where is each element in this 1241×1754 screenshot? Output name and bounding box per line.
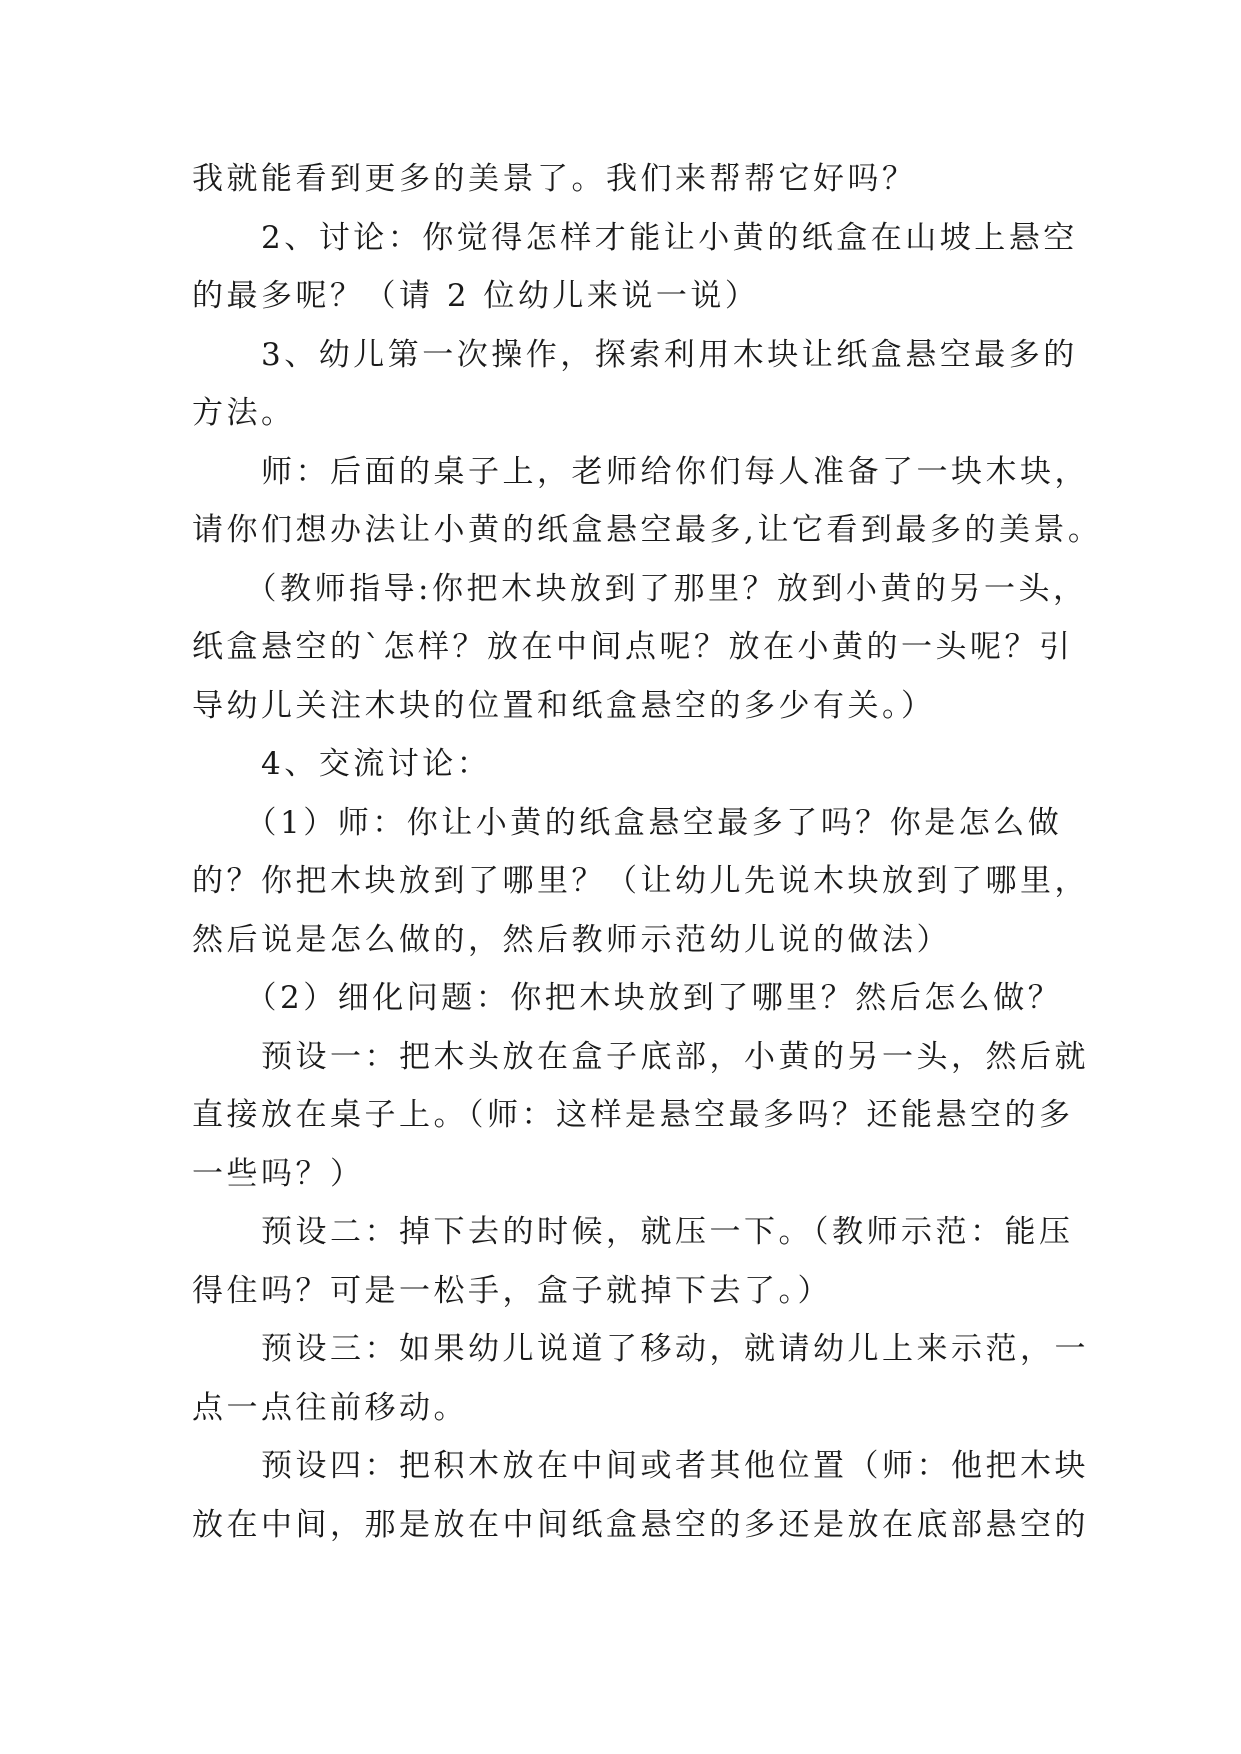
text-line: 预设一：把木头放在盒子底部，小黄的另一头，然后就 <box>192 1038 1089 1075</box>
text-line: 预设二：掉下去的时候，就压一下。（教师示范：能压 <box>192 1214 1074 1250</box>
text-line: 放在中间，那是放在中间纸盒悬空的多还是放在底部悬空的 <box>192 1506 1089 1543</box>
text-line: 导幼儿关注木块的位置和纸盒悬空的多少有关。） <box>192 687 936 724</box>
text-line: 4、交流讨论： <box>192 746 492 782</box>
text-line: 点一点往前移动。 <box>192 1389 468 1426</box>
text-line: 得住吗？可是一松手，盒子就掉下去了。） <box>192 1272 832 1309</box>
text-line: 一些吗？） <box>192 1155 365 1192</box>
text-line: 的？你把木块放到了哪里？（让幼儿先说木块放到了哪里， <box>192 863 1089 899</box>
text-line: 我就能看到更多的美景了。我们来帮帮它好吗？ <box>192 161 917 197</box>
text-line: 直接放在桌子上。（师：这样是悬空最多吗？还能悬空的多 <box>192 1097 1074 1133</box>
text-line: 然后说是怎么做的，然后教师示范幼儿说的做法） <box>192 921 951 958</box>
text-line: 请你们想办法让小黄的纸盒悬空最多,让它看到最多的美景。 <box>192 512 1103 548</box>
text-line: 3、幼儿第一次操作，探索利用木块让纸盒悬空最多的 <box>192 336 1078 373</box>
text-line: 方法。 <box>192 395 296 431</box>
text-line: 纸盒悬空的`怎样？放在中间点呢？放在小黄的一头呢？引 <box>192 629 1074 665</box>
text-line: 2、讨论：你觉得怎样才能让小黄的纸盒在山坡上悬空 <box>192 219 1078 256</box>
text-line: （2）细化问题：你把木块放到了哪里？然后怎么做？ <box>192 980 1063 1016</box>
text-line: 的最多呢？（请 2 位幼儿来说一说） <box>192 278 760 314</box>
text-line: 师：后面的桌子上，老师给你们每人准备了一块木块， <box>192 453 1089 490</box>
text-line: （1）师：你让小黄的纸盒悬空最多了吗？你是怎么做 <box>192 804 1063 841</box>
text-line: 预设四：把积木放在中间或者其他位置（师：他把木块 <box>192 1448 1089 1484</box>
text-line: 预设三：如果幼儿说道了移动，就请幼儿上来示范，一 <box>192 1331 1089 1367</box>
body-text <box>192 150 1103 1554</box>
text-line: （教师指导:你把木块放到了那里？放到小黄的另一头， <box>192 570 1088 607</box>
